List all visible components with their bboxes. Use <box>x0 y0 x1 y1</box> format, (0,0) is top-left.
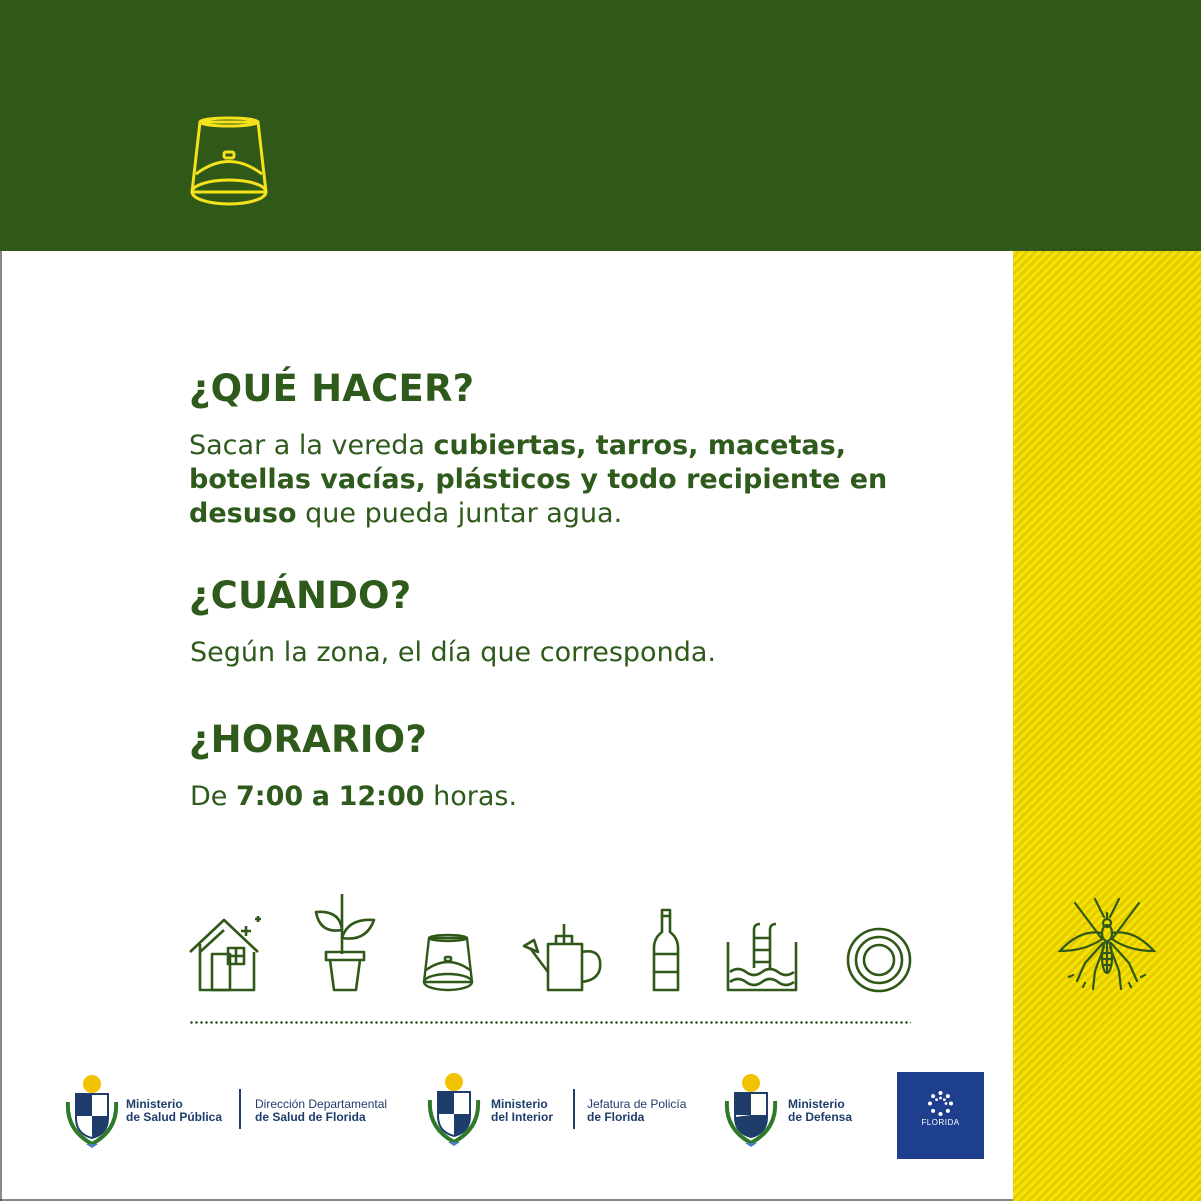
text-part-bold: 12:00 <box>338 781 425 812</box>
logo-msp-line2: de Salud Pública <box>126 1110 223 1124</box>
text-part-bold: 7:00 <box>235 781 304 812</box>
logo-md-line1: Ministerio <box>788 1097 845 1111</box>
text-part: horas. <box>424 781 518 812</box>
logo-mi-line1: Ministerio <box>491 1097 548 1111</box>
logo-separator <box>239 1089 241 1129</box>
bottle-icon <box>652 908 680 994</box>
logo-ddsf-line2: de Salud de Florida <box>255 1110 366 1124</box>
text-que-hacer <box>189 429 909 531</box>
text-part <box>303 781 312 812</box>
bucket-icon <box>420 932 476 994</box>
text-part-bold: a <box>311 781 330 812</box>
logo-jpf-line1: Jefatura de Policía <box>587 1097 687 1111</box>
heading-cuando: ¿CUÁNDO? <box>189 574 412 617</box>
logo-separator <box>573 1089 575 1129</box>
uruguay-seal-icon <box>62 1072 122 1150</box>
text-part: Según la zona, el día que corresponda. <box>190 637 716 668</box>
dotted-divider <box>189 1021 911 1024</box>
logo-mi-line2: del Interior <box>491 1110 554 1124</box>
pool-icon <box>726 922 798 994</box>
bucket-icon <box>186 114 272 212</box>
text-part-bold: cubiertas, tarros, macetas, botellas vacías, plásticos y todo recipiente en desuso <box>189 430 888 529</box>
watering-can-icon <box>522 922 606 994</box>
logo-jpf-line2: de Florida <box>587 1110 645 1124</box>
logo-msp-line1: Ministerio <box>126 1097 183 1111</box>
uruguay-seal-icon <box>424 1070 484 1148</box>
text-cuando <box>190 636 910 670</box>
heading-horario: ¿HORARIO? <box>189 718 427 761</box>
yellow-stripe-panel <box>1013 251 1201 1201</box>
left-border <box>0 251 2 1201</box>
logo-md-line2: de Defensa <box>788 1110 853 1124</box>
text-horario <box>190 780 910 814</box>
mosquito-icon <box>1055 893 1159 995</box>
tire-icon <box>845 926 913 994</box>
top-banner <box>0 0 1201 251</box>
text-part <box>330 781 339 812</box>
florida-logo <box>897 1072 984 1159</box>
plant-pot-icon <box>312 890 378 994</box>
florida-label: FLORIDA <box>921 1118 960 1127</box>
house-icon <box>188 912 268 994</box>
text-part: que pueda juntar agua. <box>296 498 623 529</box>
uruguay-seal-icon <box>721 1071 781 1149</box>
text-part: De <box>190 781 236 812</box>
text-part: Sacar a la vereda <box>189 430 434 461</box>
heading-que-hacer: ¿QUÉ HACER? <box>189 367 475 410</box>
sunburst-icon <box>927 1090 954 1117</box>
logo-ddsf-line1: Dirección Departamental <box>255 1097 388 1111</box>
